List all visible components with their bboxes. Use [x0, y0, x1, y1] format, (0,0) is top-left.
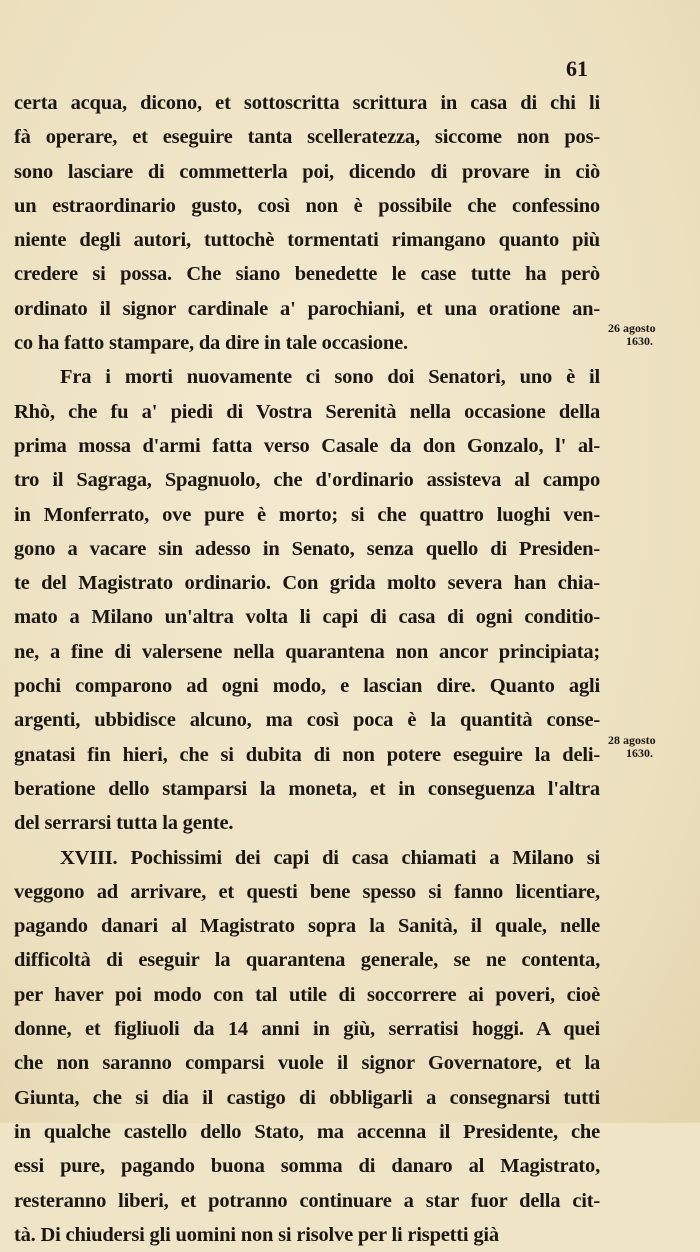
margin-note-year: 1630.: [626, 334, 653, 348]
text-line: prima mossa d'armi fatta verso Casale da don Gonzalo, l' al-: [14, 434, 600, 457]
text-line: un estraordinario gusto, così non è possibile che confessino: [14, 194, 600, 217]
text-line: gnatasi fin hieri, che si dubita di non potere eseguire la deli-: [14, 743, 600, 766]
text-line: pochi comparono ad ogni modo, e lascian dire. Quanto agli: [14, 675, 600, 698]
margin-note-day-month: 26 agosto: [608, 321, 656, 335]
text-line: fà operare, et eseguire tanta scelleratezza, siccome non pos-: [14, 126, 600, 149]
text-line: in qualche castello dello Stato, ma accenna il Presidente, che: [14, 1120, 600, 1143]
text-line: difficoltà di eseguir la quarantena generale, se ne contenta,: [14, 949, 600, 972]
margin-note-year: 1630.: [626, 746, 653, 760]
text-line: argenti, ubbidisce alcuno, ma così poca è la quantità conse-: [14, 709, 600, 732]
text-line: in Monferrato, ove pure è morto; si che quattro luoghi ven-: [14, 503, 600, 526]
text-line: che non saranno comparsi vuole il signor Governatore, et la: [14, 1052, 600, 1075]
text-line: beratione dello stamparsi la moneta, et in conseguenza l'altra: [14, 777, 600, 800]
text-line: Fra i morti nuovamente ci sono doi Senatori, uno è il: [60, 366, 600, 389]
text-line: XVIII. Pochissimi dei capi di casa chiamati a Milano si: [60, 846, 600, 869]
text-line: gono a vacare sin adesso in Senato, senza quello di Presiden-: [14, 537, 600, 560]
text-line: te del Magistrato ordinario. Con grida molto severa han chia-: [14, 572, 600, 595]
margin-date-note: [608, 734, 688, 760]
text-line: donne, et figliuoli da 14 anni in giù, serratisi hoggi. A quei: [14, 1018, 600, 1041]
text-line: tro il Sagraga, Spagnuolo, che d'ordinario assisteva al campo: [14, 469, 600, 492]
text-line: ordinato il signor cardinale a' parochiani, et una oratione an-: [14, 297, 600, 320]
text-line: co ha fatto stampare, da dire in tale occasione.: [14, 332, 408, 355]
paragraph: [14, 86, 600, 360]
text-line: veggono ad arrivare, et questi bene spesso si fanno licentiare,: [14, 880, 600, 903]
body-text: [14, 86, 600, 1252]
text-line: Rhò, che fu a' piedi di Vostra Serenità nella occasione della: [14, 400, 600, 423]
text-line: pagando danari al Magistrato sopra la Sanità, il quale, nelle: [14, 915, 600, 938]
page-number: 61: [566, 56, 588, 81]
text-line: essi pure, pagando buona somma di danaro al Magistrato,: [14, 1155, 600, 1178]
paragraph: [14, 841, 600, 1252]
text-line: mato a Milano un'altra volta li capi di casa di ogni conditio-: [14, 606, 600, 629]
text-line: tà. Di chiudersi gli uomini non si risolve per li rispetti già: [14, 1223, 499, 1246]
text-line: certa acqua, dicono, et sottoscritta scrittura in casa di chi li: [14, 92, 600, 114]
text-line: ne, a fine di valersene nella quarantena non ancor principiata;: [14, 640, 600, 663]
text-line: resteranno liberi, et potranno continuare a star fuor della cit-: [14, 1189, 600, 1212]
margin-date-note: [608, 322, 688, 348]
text-line: per haver poi modo con tal utile di soccorrere ai poveri, cioè: [14, 983, 600, 1006]
text-line: credere si possa. Che siano benedette le case tutte ha però: [14, 263, 600, 286]
margin-note-day-month: 28 agosto: [608, 733, 656, 747]
text-line: Giunta, che si dia il castigo di obbligarli a consegnarsi tutti: [14, 1086, 600, 1109]
text-line: niente degli autori, tuttochè tormentati rimangano quanto più: [14, 229, 600, 252]
paragraph: [14, 360, 600, 840]
text-line: sono lasciare di commetterla poi, dicendo di provare in ciò: [14, 160, 600, 183]
text-line: del serrarsi tutta la gente.: [14, 812, 234, 835]
